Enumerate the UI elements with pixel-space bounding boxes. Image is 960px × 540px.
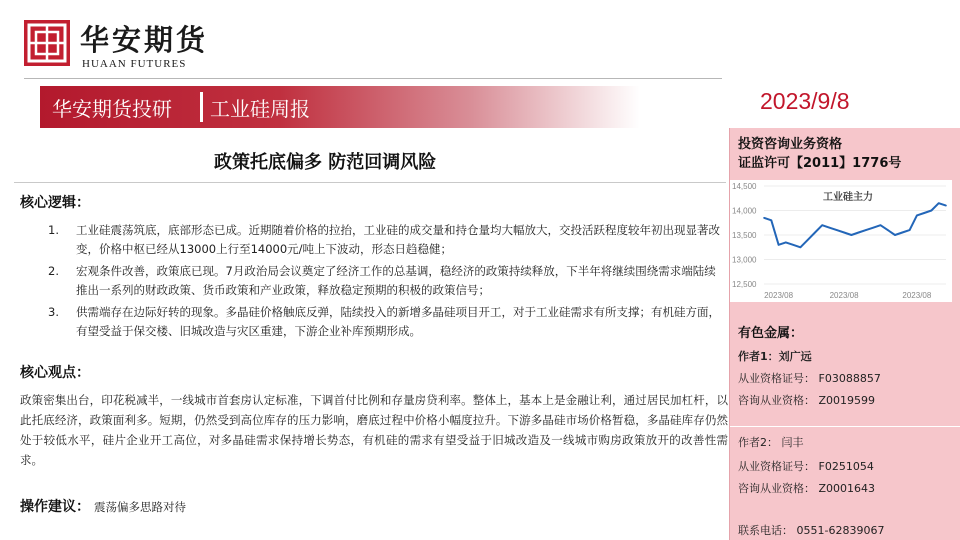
data-point bbox=[851, 234, 853, 236]
data-point bbox=[923, 212, 925, 214]
data-point bbox=[829, 227, 831, 229]
header-divider bbox=[24, 78, 722, 79]
author-divider bbox=[730, 426, 960, 427]
author2-consult: 咨询从业资格： Z0001643 bbox=[738, 482, 876, 495]
data-point bbox=[800, 246, 802, 248]
data-point bbox=[814, 232, 816, 234]
report-banner bbox=[40, 86, 640, 128]
list-item-text: 宏观条件改善，政策底已现。7月政治局会议奠定了经济工作的总基调，稳经济的政策持续释放，下半年将继续围绕需求端陆续推出一系列的财政政策、货币政策和产业政策，释放稳定预期的积极的政策信号； bbox=[76, 264, 716, 297]
data-point bbox=[836, 229, 838, 231]
brand-name-cn: 华安期货 bbox=[80, 23, 209, 57]
brand-logo-icon bbox=[24, 20, 70, 66]
data-point bbox=[916, 215, 918, 217]
data-point bbox=[931, 210, 933, 212]
banner-report-label: 工业硅周报 bbox=[210, 97, 310, 121]
core-logic-heading: 核心逻辑： bbox=[20, 195, 90, 211]
core-view-heading: 核心观点： bbox=[20, 365, 90, 381]
list-item-text: 工业硅震荡筑底，底部形态已成。近期随着价格的拉抬，工业硅的成交量和持仓量均大幅放大，交投活跃程度较年初出现显著改变，价格中枢已经从13000上行至14000元/吨上下波动，形态日趋稳健； bbox=[76, 223, 720, 256]
y-tick-label: 14,000 bbox=[732, 206, 757, 216]
data-point bbox=[938, 202, 940, 204]
core-logic-list bbox=[40, 221, 726, 344]
contact-phone: 联系电话： 0551-62839067 bbox=[738, 524, 885, 537]
data-point bbox=[945, 205, 947, 207]
author1-name bbox=[738, 348, 812, 364]
data-point bbox=[872, 227, 874, 229]
sidebar-panel bbox=[729, 128, 960, 540]
data-point bbox=[778, 244, 780, 246]
y-tick-label: 14,500 bbox=[732, 182, 757, 191]
title-divider bbox=[14, 182, 726, 183]
report-date: 2023/9/8 bbox=[760, 88, 850, 114]
list-item-text: 供需端存在边际好转的现象。多晶硅价格触底反弹，陆续投入的新增多晶硅项目开工，对于工业硅需求有所支撑；有机硅方面，有望受益于保交楼、旧城改造与灾区重建，下游企业补库预期形成。 bbox=[76, 305, 720, 338]
data-point bbox=[821, 224, 823, 226]
price-chart-svg bbox=[730, 180, 952, 302]
data-point bbox=[865, 229, 867, 231]
core-view-paragraph: 政策密集出台，印花税减半，一线城市首套房认定标准，下调首付比例和存量房贷利率。整体上，基本上是金融让利，通过居民加杠杆，以此托底经济，政策面利多。短期，仍然受到高位库存的压力影响，磨底过程中价格小幅度拉升。下游多晶硅市场价格暂稳，多晶硅库存仍然处于较低水平，硅片企业开工高位，对多晶硅需求保持增长势态，有机硅的需求有望受益于旧城改造及一线城市购房政策放开的改善性需求。 bbox=[20, 393, 728, 467]
data-point bbox=[770, 220, 772, 222]
data-point bbox=[858, 232, 860, 234]
data-point bbox=[792, 244, 794, 246]
banner-org-label: 华安期货投研 bbox=[52, 97, 172, 121]
list-item bbox=[40, 303, 726, 341]
data-point bbox=[902, 232, 904, 234]
list-number: 1. bbox=[48, 223, 59, 237]
data-point bbox=[894, 234, 896, 236]
advice-value: 震荡偏多思路对待 bbox=[94, 500, 186, 514]
list-item bbox=[40, 221, 726, 259]
operation-advice bbox=[20, 496, 186, 516]
y-tick-label: 13,500 bbox=[732, 231, 757, 240]
advice-label: 操作建议： bbox=[20, 499, 90, 515]
metals-heading: 有色金属： bbox=[738, 326, 804, 341]
chart-title: 工业硅主力 bbox=[823, 192, 873, 203]
qualification-line-1: 投资咨询业务资格 bbox=[738, 137, 843, 152]
data-point bbox=[785, 242, 787, 244]
data-point bbox=[880, 224, 882, 226]
x-tick-label: 2023/08 bbox=[764, 291, 794, 300]
list-number: 3. bbox=[48, 305, 59, 319]
data-point bbox=[807, 239, 809, 241]
author1-name-text: 作者1：刘广远 bbox=[738, 350, 812, 363]
author1-consult: 咨询从业资格： Z0019599 bbox=[738, 394, 876, 407]
data-point bbox=[843, 232, 845, 234]
author2-name: 作者2： 闫丰 bbox=[738, 436, 804, 449]
qualification-line-2: 证监许可【2011】1776号 bbox=[738, 156, 902, 171]
x-tick-label: 2023/08 bbox=[829, 291, 859, 300]
list-item bbox=[40, 262, 726, 300]
price-chart bbox=[730, 180, 952, 302]
data-point bbox=[763, 217, 765, 219]
page-title: 政策托底偏多 防范回调风险 bbox=[214, 152, 437, 173]
author1-license: 从业资格证号： F03088857 bbox=[738, 372, 881, 385]
author2-license: 从业资格证号： F0251054 bbox=[738, 460, 874, 473]
list-number: 2. bbox=[48, 264, 59, 278]
y-tick-label: 13,000 bbox=[732, 255, 757, 265]
series-line bbox=[764, 203, 946, 247]
data-point bbox=[887, 229, 889, 231]
brand-name-en: HUAAN FUTURES bbox=[82, 58, 187, 70]
banner-separator bbox=[200, 92, 203, 122]
data-point bbox=[909, 229, 911, 231]
x-tick-label: 2023/08 bbox=[902, 291, 932, 300]
y-tick-label: 12,500 bbox=[732, 280, 757, 289]
